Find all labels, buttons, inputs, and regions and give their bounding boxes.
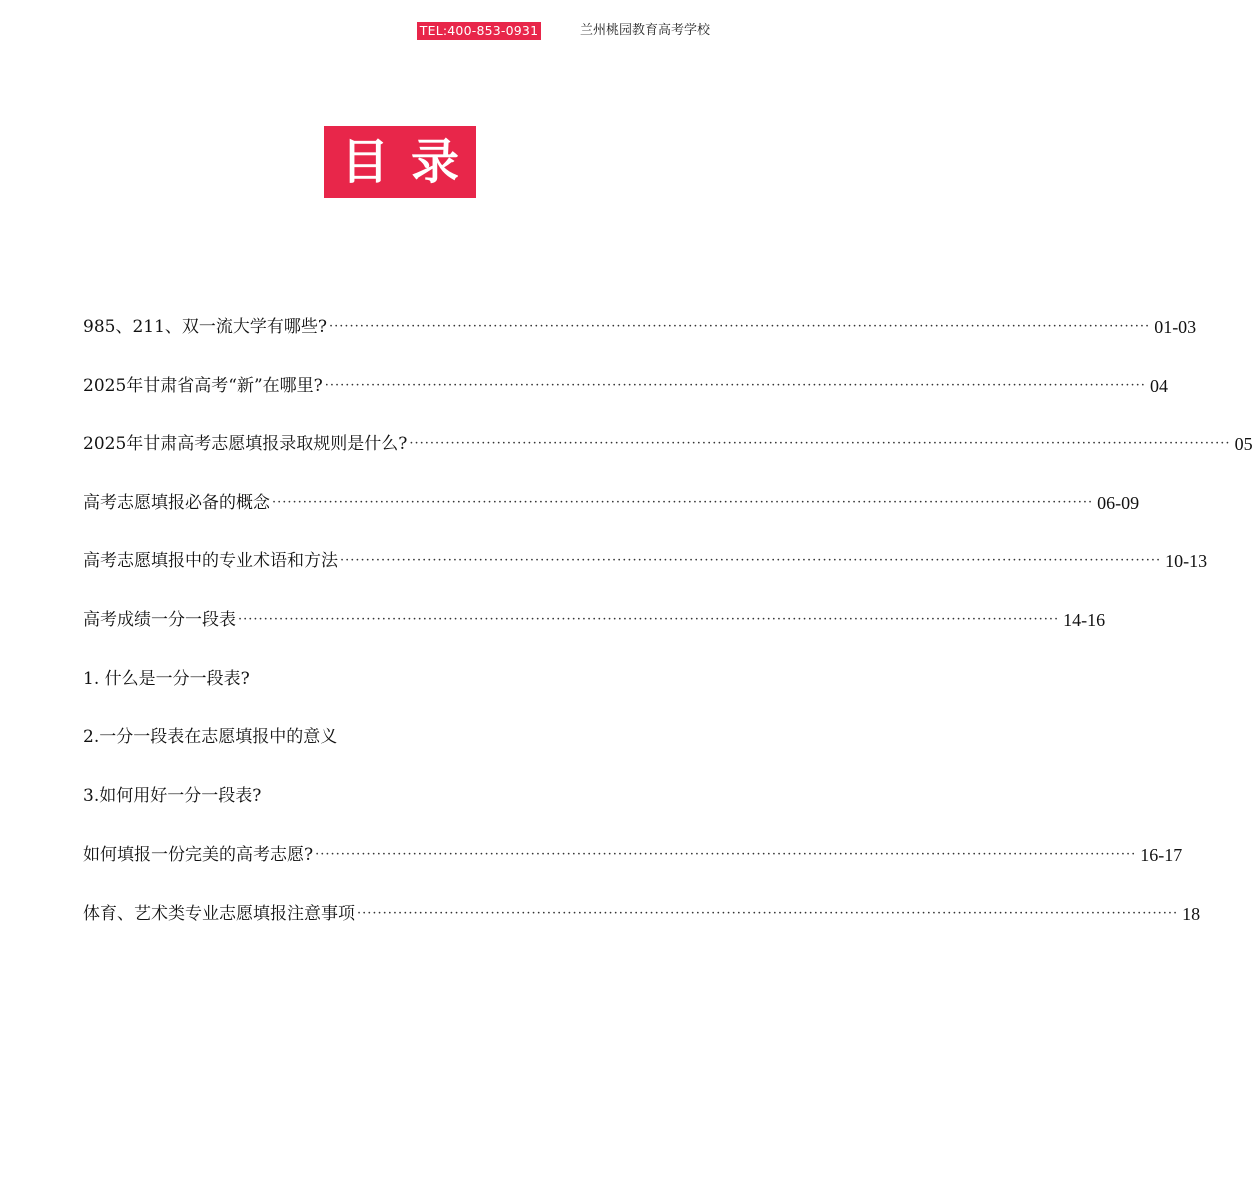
toc-leader-dots: ································································································································································: [357, 906, 1179, 921]
toc-entry[interactable]: [83, 310, 1197, 344]
toc-entry-page: 05: [1234, 434, 1253, 454]
toc-entry[interactable]: [83, 369, 1168, 403]
toc-subentry[interactable]: [83, 779, 483, 813]
toc-subentry-title: 2.一分一段表在志愿填报中的意义: [83, 727, 338, 747]
toc-entry-title: 2025年甘肃省高考“新”在哪里?: [83, 376, 323, 396]
header-school-name: 兰州桃园教育高考学校: [580, 23, 711, 38]
toc-entry[interactable]: [83, 544, 1208, 578]
toc-entry-page: 04: [1149, 376, 1168, 396]
toc-subentry[interactable]: [83, 720, 483, 754]
toc-entry-title: 985、211、双一流大学有哪些?: [83, 317, 328, 337]
toc-leader-dots: ································································································································································: [272, 495, 1094, 510]
toc-entry[interactable]: [83, 838, 1183, 872]
toc-entry-title: 如何填报一份完美的高考志愿?: [83, 845, 314, 865]
toc-entry-page: 18: [1182, 904, 1201, 924]
toc-entry[interactable]: [83, 897, 1201, 931]
toc-entry-page: 01-03: [1154, 317, 1197, 337]
toc-entry[interactable]: [83, 427, 1253, 461]
toc-subentry[interactable]: [83, 662, 483, 696]
toc-entry-page: 06-09: [1097, 493, 1140, 513]
page-title: 目录: [341, 134, 482, 190]
toc-entry-title: 高考志愿填报中的专业术语和方法: [83, 551, 338, 571]
toc-entry-title: 2025年甘肃高考志愿填报录取规则是什么?: [83, 434, 408, 454]
toc-entry-page: 10-13: [1165, 551, 1208, 571]
toc-leader-dots: ································································································································································: [315, 847, 1137, 862]
toc-entry[interactable]: [83, 486, 1140, 520]
toc-entry-title: 高考志愿填报必备的概念: [83, 493, 270, 513]
toc-subentry-title: 3.如何用好一分一段表?: [83, 786, 262, 806]
toc-entry-page: 16-17: [1140, 845, 1183, 865]
toc-entry-title: 高考成绩一分一段表: [83, 610, 236, 630]
toc-entry[interactable]: [83, 603, 1106, 637]
toc-leader-dots: ································································································································································: [238, 612, 1060, 627]
toc-entry-page: 14-16: [1063, 610, 1106, 630]
toc-title-banner: [324, 126, 482, 198]
toc-leader-dots: ································································································································································: [409, 436, 1231, 451]
toc-subentry-title: 1. 什么是一分一段表?: [83, 669, 250, 689]
header-phone-badge: TEL:400-853-0931: [417, 22, 541, 40]
toc-entry-title: 体育、艺术类专业志愿填报注意事项: [83, 904, 355, 924]
toc-leader-dots: ································································································································································: [340, 553, 1162, 568]
toc-leader-dots: ································································································································································: [324, 378, 1146, 393]
toc-leader-dots: ································································································································································: [329, 319, 1151, 334]
